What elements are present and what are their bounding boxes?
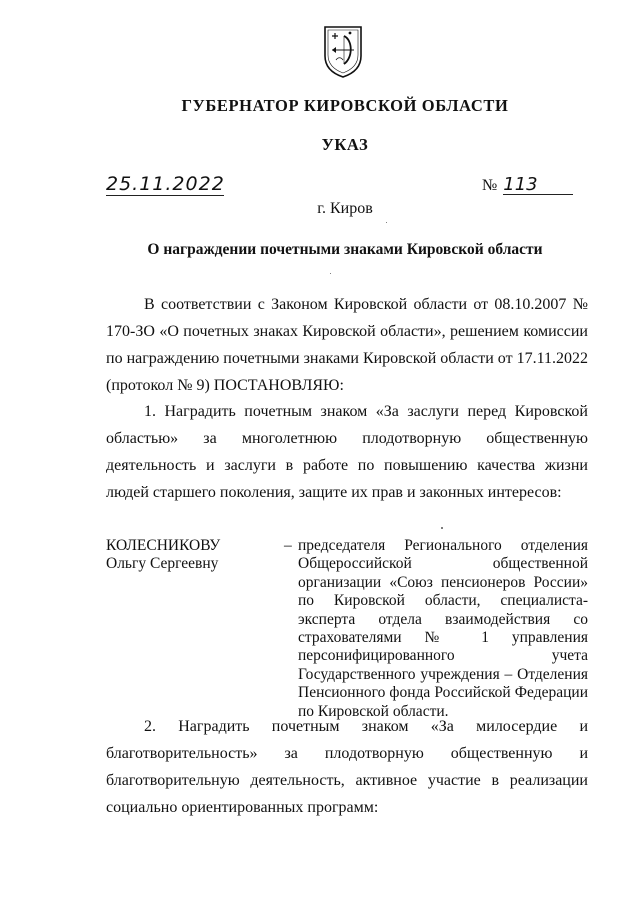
document-type: УКАЗ (321, 135, 369, 154)
awardee-description: председателя Регионального отделения Общероссийской общественной организации «Союз пенсионеров России» по Кировской области, специалиста-эксперта отдела взаимодействия со страхователями № 1 управления персонифицированного учета Государственного учреждения – Отделения Пенсионного фонда Российской Федерации по Кировской области. (298, 537, 588, 720)
document-number: 113 (503, 176, 573, 195)
document-heading: О награждении почетными знаками Кировской области (147, 241, 543, 258)
document-date: 25.11.2022 (106, 173, 225, 195)
item-2-paragraph: 2. Наградить почетным знаком «За милосердие и благотворительность» за плодотворную общественную и благотворительную деятельность, активное участие в реализации социально ориентированных программ: (106, 718, 588, 816)
scan-speck (330, 273, 331, 274)
awardee-surname: КОЛЕСНИКОВУ (106, 537, 221, 554)
kirov-coat-of-arms-icon (322, 24, 364, 78)
awardee-dash: – (284, 537, 292, 554)
number-label: № (482, 177, 498, 194)
awardee-name (106, 537, 276, 573)
document-number-block (482, 176, 573, 196)
governor-title: ГУБЕРНАТОР КИРОВСКОЙ ОБЛАСТИ (181, 96, 509, 115)
item-1-paragraph: 1. Наградить почетным знаком «За заслуги перед Кировской областью» за многолетнюю плодотворную общественную деятельность и заслуги в работе по повышению качества жизни людей старшего поколения, защите их прав и законных интересов: (106, 403, 588, 501)
preamble-paragraph: В соответствии с Законом Кировской области от 08.10.2007 № 170-ЗО «О почетных знаках Кировской области», решением комиссии по награждению почетными знаками Кировской области от 17.11.2022 (протокол № 9) ПОСТАНОВЛЯЮ: (106, 296, 588, 394)
city: г. Киров (317, 200, 373, 217)
scan-speck (441, 527, 443, 529)
awardee-given-names: Ольгу Сергеевну (106, 555, 219, 572)
scan-speck (386, 222, 387, 223)
